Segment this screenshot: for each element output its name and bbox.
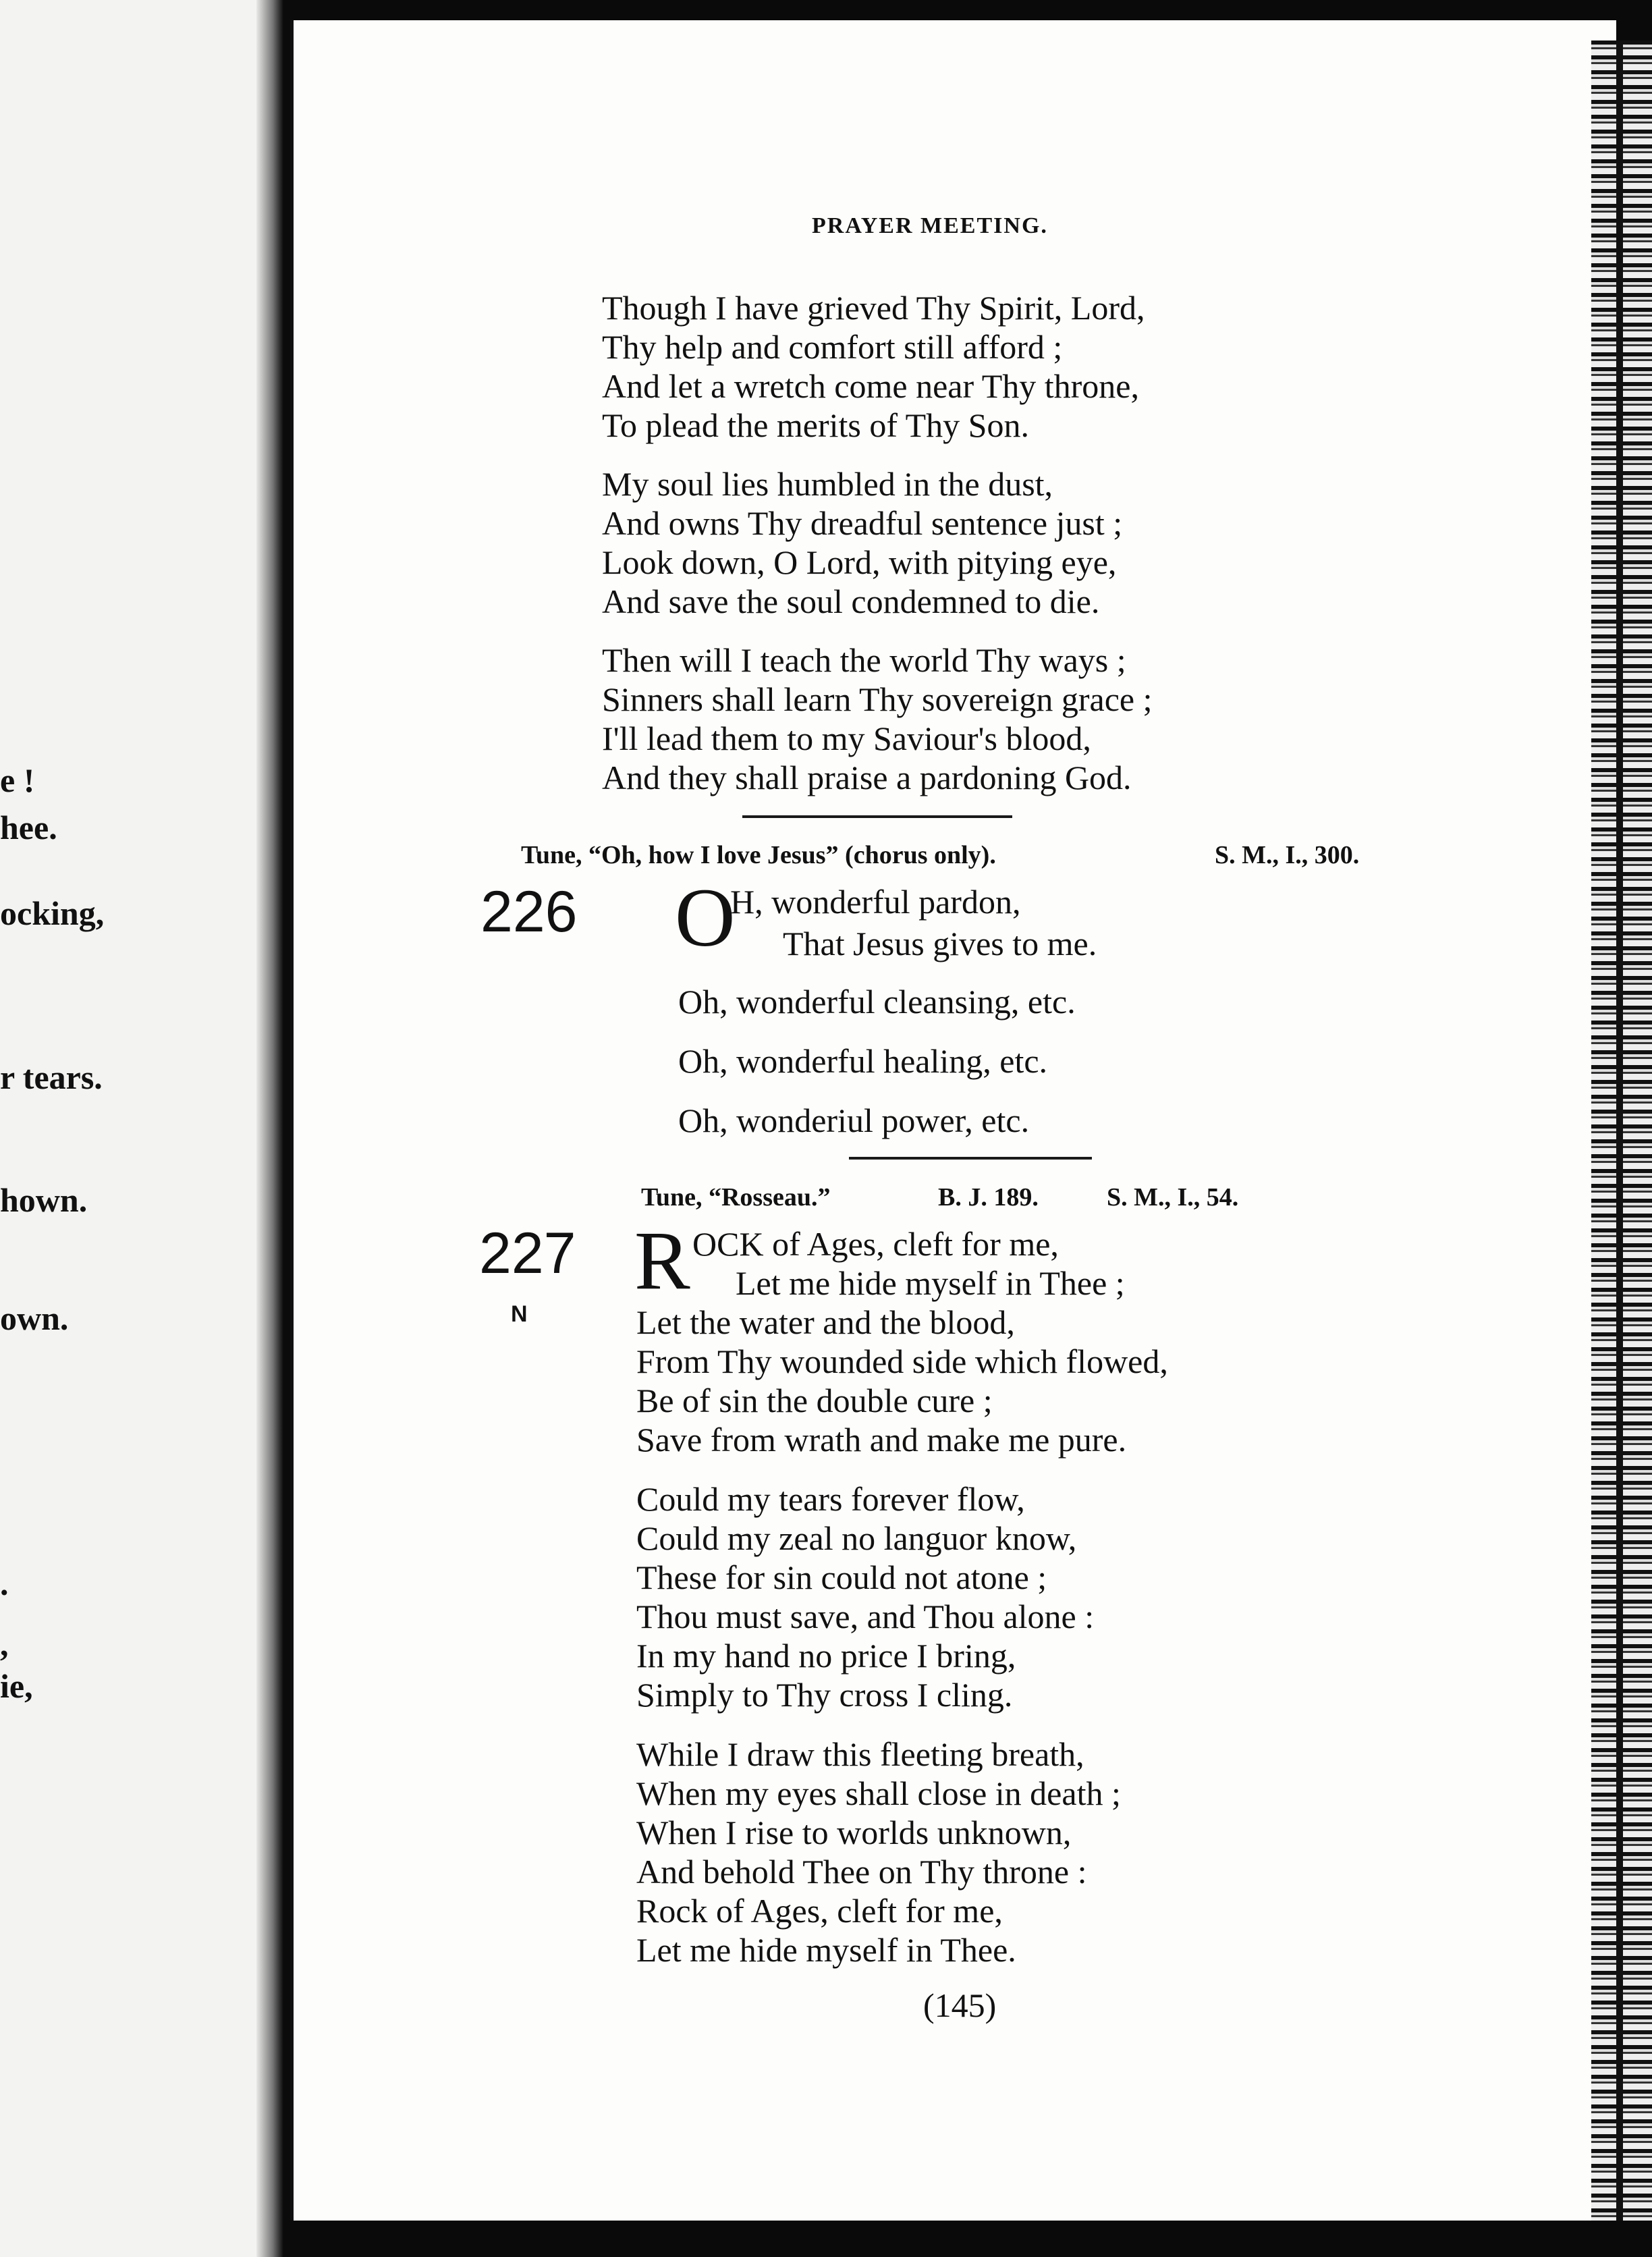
verse-line: Then will I teach the world Thy ways ; (602, 641, 1126, 679)
verse-line: Could my zeal no languor know, (636, 1519, 1077, 1557)
section-rule (742, 815, 1012, 818)
verse-line: Save from wrath and make me pure. (636, 1421, 1127, 1459)
verse-line: Oh, wonderiul power, etc. (678, 1102, 1030, 1139)
verse-line: That Jesus gives to me. (783, 925, 1097, 962)
verse-line: And behold Thee on Thy throne : (636, 1853, 1087, 1891)
page-number: (145) (923, 1986, 997, 2024)
tune-line: Tune, “Oh, how I love Jesus” (chorus only). (521, 841, 996, 869)
tune-line: Tune, “Rosseau.” (641, 1183, 831, 1212)
verse-line: These for sin could not atone ; (636, 1558, 1047, 1596)
verse-line: While I draw this fleeting breath, (636, 1735, 1084, 1773)
left-fragment: ocking, (0, 894, 105, 932)
verse-line: And save the soul condemned to die. (602, 582, 1100, 620)
verse-line: When my eyes shall close in death ; (636, 1774, 1121, 1812)
verse-line: I'll lead them to my Saviour's blood, (602, 719, 1091, 757)
verse-line: Let me hide myself in Thee. (636, 1931, 1016, 1969)
hymn-number: 227 (479, 1221, 576, 1286)
verse-line: Be of sin the double cure ; (636, 1382, 993, 1419)
drop-cap: R (634, 1214, 690, 1307)
verse-line: Rock of Ages, cleft for me, (636, 1892, 1003, 1930)
running-header: PRAYER MEETING. (812, 213, 1048, 238)
verse-line: OCK of Ages, cleft for me, (692, 1225, 1059, 1263)
verse-line: Let the water and the blood, (636, 1303, 1015, 1341)
left-fragment: own. (0, 1299, 69, 1337)
verse-line: Look down, O Lord, with pitying eye, (602, 543, 1117, 581)
left-fragment: , (0, 1625, 9, 1663)
left-fragment: e ! (0, 761, 35, 799)
verse-line: Let me hide myself in Thee ; (736, 1264, 1125, 1302)
meter-ref: S. M., I., 300. (1215, 841, 1360, 869)
left-fragment: . (0, 1565, 9, 1602)
verse-line: And let a wretch come near Thy throne, (602, 367, 1139, 405)
verse-line: And they shall praise a pardoning God. (602, 759, 1132, 796)
section-rule (849, 1157, 1092, 1160)
page-edge-line (1616, 40, 1623, 2221)
verse-line: In my hand no price I bring, (636, 1637, 1016, 1675)
left-fragment: r tears. (0, 1058, 103, 1096)
verse-line: Though I have grieved Thy Spirit, Lord, (602, 289, 1145, 327)
verse-line: Could my tears forever flow, (636, 1480, 1025, 1518)
left-page (0, 0, 283, 2257)
meter-ref: S. M., I., 54. (1107, 1183, 1239, 1212)
verse-line: H, wonderful pardon, (730, 883, 1021, 921)
verse-line: And owns Thy dreadful sentence just ; (602, 504, 1123, 542)
left-fragment: hown. (0, 1181, 88, 1219)
verse-line: Oh, wonderful healing, etc. (678, 1042, 1048, 1080)
verse-line: Thou must save, and Thou alone : (636, 1598, 1095, 1635)
verse-line: From Thy wounded side which flowed, (636, 1342, 1168, 1380)
verse-line: To plead the merits of Thy Son. (602, 406, 1029, 444)
verse-line: My soul lies humbled in the dust, (602, 465, 1053, 503)
verse-line: Simply to Thy cross I cling. (636, 1676, 1013, 1714)
hymn-mark: N (511, 1301, 528, 1327)
left-fragment: ie, (0, 1667, 33, 1705)
book-ref: B. J. 189. (938, 1183, 1039, 1212)
verse-line: When I rise to worlds unknown, (636, 1814, 1072, 1851)
drop-cap: O (675, 871, 736, 964)
verse-line: Thy help and comfort still afford ; (602, 328, 1063, 366)
left-fragment: hee. (0, 809, 57, 846)
verse-line: Sinners shall learn Thy sovereign grace ; (602, 680, 1153, 718)
verse-line: Oh, wonderful cleansing, etc. (678, 983, 1076, 1021)
hymn-number: 226 (480, 879, 578, 944)
